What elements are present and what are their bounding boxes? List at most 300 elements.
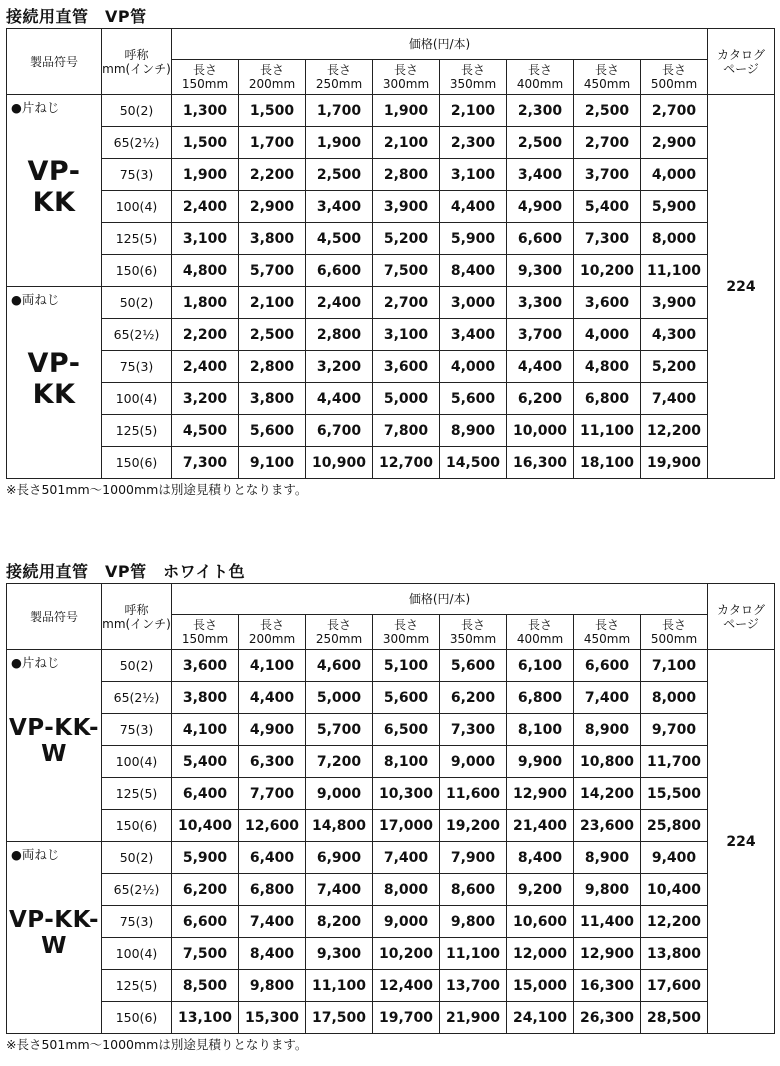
price-cell: 12,400 xyxy=(373,970,440,1002)
nominal-size: 65(2½) xyxy=(102,319,172,351)
price-cell: 9,800 xyxy=(239,970,306,1002)
price-cell: 3,100 xyxy=(373,319,440,351)
product-code-cell xyxy=(7,287,102,479)
footnote: ※長さ501mm～1000mmは別途見積りとなります。 xyxy=(6,1037,308,1052)
price-cell: 6,900 xyxy=(306,842,373,874)
price-cell: 11,600 xyxy=(440,778,507,810)
price-cell: 7,300 xyxy=(172,447,239,479)
price-cell: 6,600 xyxy=(507,223,574,255)
nominal-size: 50(2) xyxy=(102,650,172,682)
price-cell: 7,400 xyxy=(641,383,708,415)
table-row xyxy=(7,127,775,159)
price-cell: 3,300 xyxy=(507,287,574,319)
length-label: 長さ xyxy=(662,63,687,77)
price-cell: 6,200 xyxy=(172,874,239,906)
price-cell: 1,500 xyxy=(239,95,306,127)
length-label: 長さ xyxy=(460,63,485,77)
price-cell: 9,000 xyxy=(306,778,373,810)
length-value: 250mm xyxy=(315,632,363,646)
price-cell: 13,800 xyxy=(641,938,708,970)
nominal-size: 65(2½) xyxy=(102,874,172,906)
price-cell: 5,400 xyxy=(574,191,641,223)
price-cell: 6,600 xyxy=(574,650,641,682)
price-cell: 5,000 xyxy=(373,383,440,415)
price-cell: 11,700 xyxy=(641,746,708,778)
price-cell: 12,900 xyxy=(574,938,641,970)
price-cell: 2,100 xyxy=(239,287,306,319)
price-cell: 6,400 xyxy=(172,778,239,810)
length-value: 350mm xyxy=(449,77,497,91)
product-code-cell xyxy=(7,842,102,1034)
header-nominal-label: 呼称 xyxy=(124,602,149,617)
length-label: 長さ xyxy=(393,618,418,632)
price-cell: 1,500 xyxy=(172,127,239,159)
table-row xyxy=(7,874,775,906)
price-cell: 5,600 xyxy=(440,383,507,415)
price-cell: 5,600 xyxy=(440,650,507,682)
price-cell: 11,100 xyxy=(574,415,641,447)
header-price: 価格(円/本) xyxy=(172,29,708,60)
price-cell: 7,400 xyxy=(306,874,373,906)
price-cell: 9,200 xyxy=(507,874,574,906)
price-cell: 9,000 xyxy=(373,906,440,938)
header-page-label: ページ xyxy=(723,61,759,76)
nominal-size: 75(3) xyxy=(102,159,172,191)
price-cell: 7,300 xyxy=(440,714,507,746)
price-cell: 1,700 xyxy=(239,127,306,159)
price-cell: 7,700 xyxy=(239,778,306,810)
length-value: 500mm xyxy=(650,77,698,91)
price-cell: 8,100 xyxy=(507,714,574,746)
price-cell: 4,400 xyxy=(440,191,507,223)
thread-type: ●片ねじ xyxy=(11,655,60,670)
table-row xyxy=(7,287,775,319)
price-cell: 2,900 xyxy=(239,191,306,223)
table-row xyxy=(7,842,775,874)
header-length-500mm xyxy=(641,60,708,95)
model-code: VP-KK xyxy=(27,156,81,218)
price-cell: 9,800 xyxy=(574,874,641,906)
price-cell: 9,300 xyxy=(507,255,574,287)
price-cell: 14,500 xyxy=(440,447,507,479)
table-row xyxy=(7,415,775,447)
price-cell: 2,400 xyxy=(172,351,239,383)
header-length-400mm xyxy=(507,60,574,95)
price-cell: 17,600 xyxy=(641,970,708,1002)
length-value: 300mm xyxy=(382,77,430,91)
length-label: 長さ xyxy=(594,63,619,77)
table-row xyxy=(7,778,775,810)
price-cell: 2,900 xyxy=(641,127,708,159)
price-cell: 9,100 xyxy=(239,447,306,479)
price-cell: 5,900 xyxy=(172,842,239,874)
table-body xyxy=(7,95,775,479)
price-cell: 17,500 xyxy=(306,1002,373,1034)
length-label: 長さ xyxy=(393,63,418,77)
price-cell: 10,400 xyxy=(172,810,239,842)
price-cell: 6,600 xyxy=(172,906,239,938)
price-cell: 15,300 xyxy=(239,1002,306,1034)
length-value: 350mm xyxy=(449,632,497,646)
price-cell: 8,900 xyxy=(574,842,641,874)
header-catalog-label: カタログ xyxy=(717,602,766,617)
price-cell: 1,700 xyxy=(306,95,373,127)
length-value: 200mm xyxy=(248,632,296,646)
price-cell: 5,700 xyxy=(239,255,306,287)
price-cell: 3,800 xyxy=(239,383,306,415)
price-cell: 26,300 xyxy=(574,1002,641,1034)
price-cell: 4,800 xyxy=(172,255,239,287)
length-label: 長さ xyxy=(326,63,351,77)
price-cell: 8,600 xyxy=(440,874,507,906)
price-cell: 10,000 xyxy=(507,415,574,447)
product-code-cell xyxy=(7,650,102,842)
price-cell: 3,600 xyxy=(373,351,440,383)
price-cell: 5,900 xyxy=(440,223,507,255)
price-cell: 8,100 xyxy=(373,746,440,778)
header-length-150mm xyxy=(172,60,239,95)
table-row xyxy=(7,746,775,778)
thread-type: ●両ねじ xyxy=(11,847,60,862)
header-nominal-size xyxy=(102,584,172,650)
header-catalog-page xyxy=(708,584,775,650)
price-cell: 4,900 xyxy=(239,714,306,746)
price-cell: 1,900 xyxy=(172,159,239,191)
price-cell: 3,200 xyxy=(306,351,373,383)
price-cell: 4,800 xyxy=(574,351,641,383)
price-cell: 21,400 xyxy=(507,810,574,842)
price-cell: 4,400 xyxy=(306,383,373,415)
price-cell: 1,300 xyxy=(172,95,239,127)
price-cell: 5,600 xyxy=(239,415,306,447)
price-cell: 2,500 xyxy=(306,159,373,191)
header-catalog-page xyxy=(708,29,775,95)
header-length-400mm xyxy=(507,615,574,650)
price-cell: 4,500 xyxy=(172,415,239,447)
price-cell: 3,700 xyxy=(574,159,641,191)
price-cell: 2,700 xyxy=(373,287,440,319)
price-cell: 7,900 xyxy=(440,842,507,874)
nominal-size: 150(6) xyxy=(102,447,172,479)
nominal-size: 50(2) xyxy=(102,287,172,319)
price-cell: 14,200 xyxy=(574,778,641,810)
price-cell: 2,800 xyxy=(239,351,306,383)
table-row xyxy=(7,191,775,223)
header-nominal-unit: mm(インチ) xyxy=(102,61,171,76)
price-cell: 2,800 xyxy=(373,159,440,191)
price-cell: 2,200 xyxy=(239,159,306,191)
header-length-300mm xyxy=(373,60,440,95)
nominal-size: 100(4) xyxy=(102,191,172,223)
price-cell: 12,900 xyxy=(507,778,574,810)
price-table xyxy=(6,28,775,479)
price-cell: 6,500 xyxy=(373,714,440,746)
price-cell: 8,000 xyxy=(641,682,708,714)
price-cell: 18,100 xyxy=(574,447,641,479)
header-length-250mm xyxy=(306,615,373,650)
header-length-200mm xyxy=(239,60,306,95)
price-cell: 2,300 xyxy=(440,127,507,159)
header-nominal-unit: mm(インチ) xyxy=(102,616,171,631)
price-cell: 17,000 xyxy=(373,810,440,842)
price-cell: 4,100 xyxy=(172,714,239,746)
price-cell: 3,100 xyxy=(172,223,239,255)
price-cell: 3,600 xyxy=(172,650,239,682)
price-cell: 3,400 xyxy=(507,159,574,191)
price-cell: 2,300 xyxy=(507,95,574,127)
price-cell: 6,200 xyxy=(507,383,574,415)
price-cell: 7,800 xyxy=(373,415,440,447)
header-nominal-size xyxy=(102,29,172,95)
thread-type: ●片ねじ xyxy=(11,100,60,115)
length-label: 長さ xyxy=(527,618,552,632)
price-cell: 1,900 xyxy=(373,95,440,127)
header-product-code: 製品符号 xyxy=(7,584,102,650)
price-cell: 12,200 xyxy=(641,415,708,447)
price-cell: 12,600 xyxy=(239,810,306,842)
length-label: 長さ xyxy=(259,63,284,77)
length-label: 長さ xyxy=(326,618,351,632)
price-cell: 3,800 xyxy=(172,682,239,714)
length-value: 200mm xyxy=(248,77,296,91)
price-cell: 8,400 xyxy=(507,842,574,874)
table-row xyxy=(7,159,775,191)
price-cell: 4,000 xyxy=(641,159,708,191)
price-cell: 25,800 xyxy=(641,810,708,842)
price-cell: 23,600 xyxy=(574,810,641,842)
price-cell: 2,500 xyxy=(507,127,574,159)
nominal-size: 150(6) xyxy=(102,1002,172,1034)
table-row xyxy=(7,970,775,1002)
length-value: 400mm xyxy=(516,632,564,646)
model-code: VP-KK-W xyxy=(9,907,99,959)
length-label: 長さ xyxy=(259,618,284,632)
price-cell: 3,400 xyxy=(306,191,373,223)
price-cell: 8,900 xyxy=(440,415,507,447)
length-label: 長さ xyxy=(192,618,217,632)
price-cell: 10,200 xyxy=(574,255,641,287)
price-cell: 5,700 xyxy=(306,714,373,746)
price-cell: 8,200 xyxy=(306,906,373,938)
product-code-cell xyxy=(7,95,102,287)
price-cell: 7,200 xyxy=(306,746,373,778)
price-cell: 3,900 xyxy=(373,191,440,223)
length-label: 長さ xyxy=(460,618,485,632)
header-product-code: 製品符号 xyxy=(7,29,102,95)
model-code: VP-KK-W xyxy=(9,715,99,767)
header-price: 価格(円/本) xyxy=(172,584,708,615)
price-cell: 1,800 xyxy=(172,287,239,319)
price-cell: 28,500 xyxy=(641,1002,708,1034)
price-cell: 3,600 xyxy=(574,287,641,319)
price-cell: 3,700 xyxy=(507,319,574,351)
price-section-vp xyxy=(6,6,774,501)
length-value: 450mm xyxy=(583,77,631,91)
price-cell: 6,600 xyxy=(306,255,373,287)
length-label: 長さ xyxy=(192,63,217,77)
price-cell: 1,900 xyxy=(306,127,373,159)
price-cell: 5,200 xyxy=(641,351,708,383)
price-cell: 11,100 xyxy=(440,938,507,970)
price-cell: 10,400 xyxy=(641,874,708,906)
price-cell: 2,700 xyxy=(574,127,641,159)
price-cell: 11,100 xyxy=(306,970,373,1002)
price-cell: 5,000 xyxy=(306,682,373,714)
nominal-size: 65(2½) xyxy=(102,127,172,159)
nominal-size: 65(2½) xyxy=(102,682,172,714)
table-row xyxy=(7,95,775,127)
nominal-size: 50(2) xyxy=(102,842,172,874)
price-section-vp-white xyxy=(6,561,774,1056)
price-cell: 7,300 xyxy=(574,223,641,255)
price-cell: 7,100 xyxy=(641,650,708,682)
price-cell: 3,400 xyxy=(440,319,507,351)
table-row xyxy=(7,383,775,415)
price-cell: 9,300 xyxy=(306,938,373,970)
header-length-500mm xyxy=(641,615,708,650)
header-page-label: ページ xyxy=(723,616,759,631)
price-cell: 14,800 xyxy=(306,810,373,842)
price-cell: 11,100 xyxy=(641,255,708,287)
price-cell: 8,500 xyxy=(172,970,239,1002)
price-cell: 4,900 xyxy=(507,191,574,223)
price-cell: 6,200 xyxy=(440,682,507,714)
header-catalog-label: カタログ xyxy=(717,47,766,62)
price-cell: 6,400 xyxy=(239,842,306,874)
length-label: 長さ xyxy=(662,618,687,632)
thread-type: ●両ねじ xyxy=(11,292,60,307)
price-cell: 5,400 xyxy=(172,746,239,778)
price-cell: 12,200 xyxy=(641,906,708,938)
header-length-450mm xyxy=(574,60,641,95)
header-length-200mm xyxy=(239,615,306,650)
price-cell: 4,300 xyxy=(641,319,708,351)
price-cell: 7,400 xyxy=(574,682,641,714)
price-cell: 9,000 xyxy=(440,746,507,778)
price-cell: 5,900 xyxy=(641,191,708,223)
table-row xyxy=(7,447,775,479)
price-cell: 4,000 xyxy=(574,319,641,351)
nominal-size: 125(5) xyxy=(102,223,172,255)
price-cell: 2,700 xyxy=(641,95,708,127)
price-cell: 2,800 xyxy=(306,319,373,351)
nominal-size: 100(4) xyxy=(102,746,172,778)
nominal-size: 75(3) xyxy=(102,714,172,746)
nominal-size: 100(4) xyxy=(102,938,172,970)
price-cell: 3,000 xyxy=(440,287,507,319)
header-length-250mm xyxy=(306,60,373,95)
table-row xyxy=(7,810,775,842)
catalog-page: 224 xyxy=(708,95,775,479)
price-cell: 10,200 xyxy=(373,938,440,970)
section-title: 接続用直管 VP管 ホワイト色 xyxy=(6,562,246,581)
length-value: 250mm xyxy=(315,77,363,91)
section-title: 接続用直管 VP管 xyxy=(6,7,147,26)
length-value: 450mm xyxy=(583,632,631,646)
price-cell: 6,300 xyxy=(239,746,306,778)
header-nominal-label: 呼称 xyxy=(124,47,149,62)
table-row xyxy=(7,714,775,746)
price-cell: 11,400 xyxy=(574,906,641,938)
price-cell: 3,800 xyxy=(239,223,306,255)
price-cell: 8,000 xyxy=(641,223,708,255)
price-cell: 19,700 xyxy=(373,1002,440,1034)
header-length-350mm xyxy=(440,60,507,95)
nominal-size: 125(5) xyxy=(102,970,172,1002)
price-cell: 10,300 xyxy=(373,778,440,810)
price-cell: 3,900 xyxy=(641,287,708,319)
length-value: 150mm xyxy=(181,77,229,91)
header-length-350mm xyxy=(440,615,507,650)
table-row xyxy=(7,938,775,970)
table-row xyxy=(7,650,775,682)
price-table xyxy=(6,583,775,1034)
price-cell: 13,700 xyxy=(440,970,507,1002)
length-value: 150mm xyxy=(181,632,229,646)
price-cell: 15,500 xyxy=(641,778,708,810)
price-cell: 2,200 xyxy=(172,319,239,351)
price-cell: 4,000 xyxy=(440,351,507,383)
price-cell: 5,200 xyxy=(373,223,440,255)
price-cell: 15,000 xyxy=(507,970,574,1002)
table-row xyxy=(7,1002,775,1034)
price-cell: 6,700 xyxy=(306,415,373,447)
price-cell: 6,100 xyxy=(507,650,574,682)
price-cell: 9,800 xyxy=(440,906,507,938)
price-cell: 12,700 xyxy=(373,447,440,479)
price-cell: 2,500 xyxy=(239,319,306,351)
price-cell: 24,100 xyxy=(507,1002,574,1034)
length-label: 長さ xyxy=(527,63,552,77)
table-row xyxy=(7,682,775,714)
price-cell: 4,400 xyxy=(507,351,574,383)
table-row xyxy=(7,255,775,287)
price-cell: 10,600 xyxy=(507,906,574,938)
price-cell: 2,400 xyxy=(306,287,373,319)
price-cell: 6,800 xyxy=(574,383,641,415)
price-cell: 12,000 xyxy=(507,938,574,970)
price-cell: 7,400 xyxy=(373,842,440,874)
header-length-150mm xyxy=(172,615,239,650)
price-cell: 6,800 xyxy=(239,874,306,906)
nominal-size: 150(6) xyxy=(102,255,172,287)
price-cell: 4,100 xyxy=(239,650,306,682)
price-cell: 9,700 xyxy=(641,714,708,746)
price-cell: 5,600 xyxy=(373,682,440,714)
price-cell: 6,800 xyxy=(507,682,574,714)
nominal-size: 150(6) xyxy=(102,810,172,842)
price-cell: 4,400 xyxy=(239,682,306,714)
nominal-size: 125(5) xyxy=(102,778,172,810)
length-value: 400mm xyxy=(516,77,564,91)
header-length-300mm xyxy=(373,615,440,650)
price-cell: 7,500 xyxy=(373,255,440,287)
price-cell: 13,100 xyxy=(172,1002,239,1034)
nominal-size: 100(4) xyxy=(102,383,172,415)
table-body xyxy=(7,650,775,1034)
price-cell: 19,900 xyxy=(641,447,708,479)
model-code: VP-KK xyxy=(27,348,81,410)
table-row xyxy=(7,906,775,938)
price-cell: 2,500 xyxy=(574,95,641,127)
footnote: ※長さ501mm～1000mmは別途見積りとなります。 xyxy=(6,482,308,497)
price-cell: 8,000 xyxy=(373,874,440,906)
price-cell: 3,200 xyxy=(172,383,239,415)
price-cell: 16,300 xyxy=(574,970,641,1002)
nominal-size: 75(3) xyxy=(102,906,172,938)
header-length-450mm xyxy=(574,615,641,650)
price-cell: 7,500 xyxy=(172,938,239,970)
